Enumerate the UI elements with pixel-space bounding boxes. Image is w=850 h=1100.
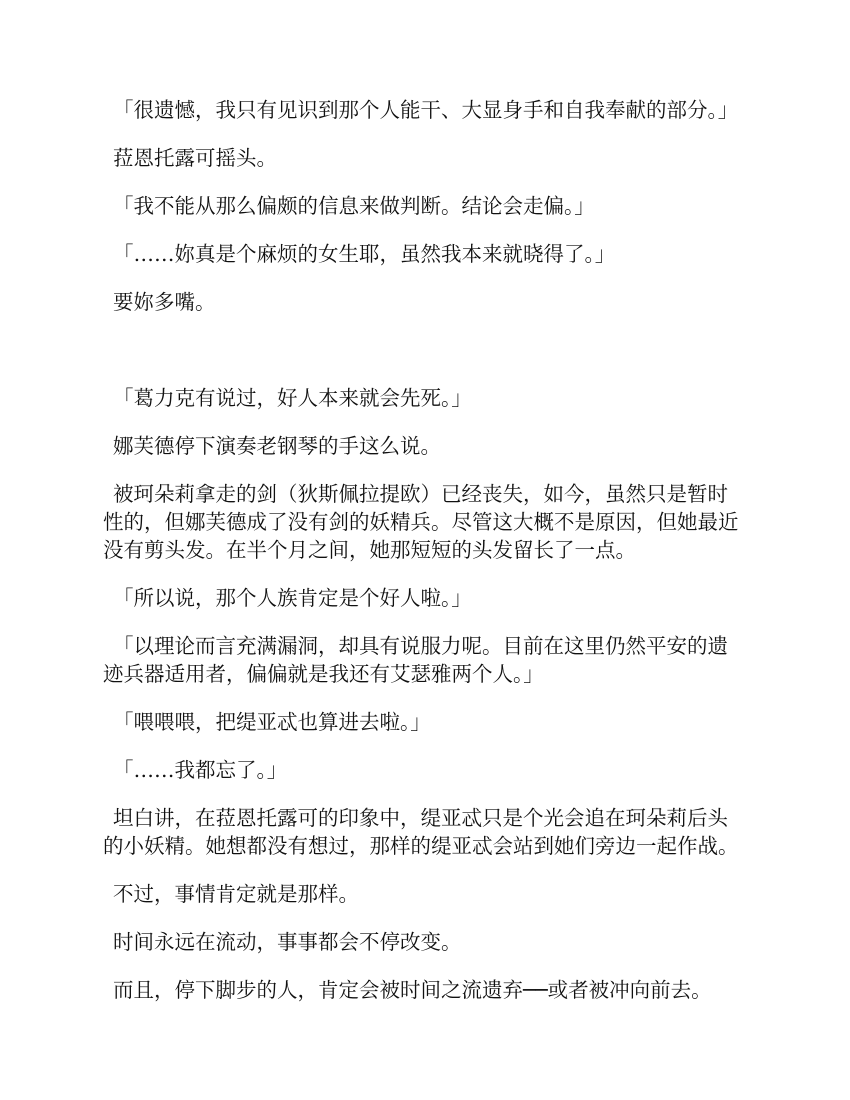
paragraph: 「我不能从那么偏颇的信息来做判断。结论会走偏。」 [113, 194, 595, 218]
paragraph: 而且，停下脚步的人，肯定会被时间之流遗弃──或者被冲向前去。 [113, 978, 712, 1002]
paragraph: 娜芙德停下演奏老钢琴的手这么说。 [113, 434, 441, 458]
paragraph: 「喂喂喂，把缇亚忒也算进去啦。」 [113, 710, 431, 734]
paragraph: 「以理论而言充满漏洞，却具有说服力呢。目前在这里仍然平安的遗迹兵器适用者，偏偏就是我还有艾瑟雅两个人。」 [103, 634, 728, 686]
section-break [103, 336, 748, 384]
paragraph: 不过，事情肯定就是那样。 [113, 882, 359, 906]
paragraph: 时间永远在流动，事事都会不停改变。 [113, 930, 462, 954]
paragraph: 「……妳真是个麻烦的女生耶，虽然我本来就晓得了。」 [113, 242, 616, 266]
paragraph: 「……我都忘了。」 [113, 758, 288, 782]
paragraph: 「很遗憾，我只有见识到那个人能干、大显身手和自我奉献的部分。」 [113, 98, 739, 122]
paragraph: 坦白讲，在菈恩托露可的印象中，缇亚忒只是个光会追在珂朵莉后头的小妖精。她想都没有想过，那样的缇亚忒会站到她们旁边一起作战。 [103, 806, 739, 858]
paragraph: 被珂朵莉拿走的剑（狄斯佩拉提欧）已经丧失，如今，虽然只是暂时性的，但娜芙德成了没有剑的妖精兵。尽管这大概不是原因，但她最近没有剪头发。在半个月之间，她那短短的头发留长了一点。 [103, 482, 739, 562]
paragraph: 「葛力克有说过，好人本来就会先死。」 [113, 386, 472, 410]
paragraph: 「所以说，那个人族肯定是个好人啦。」 [113, 586, 472, 610]
paragraph: 要妳多嘴。 [113, 290, 216, 314]
paragraph: 菈恩托露可摇头。 [113, 146, 277, 170]
document-page [103, 96, 748, 1024]
